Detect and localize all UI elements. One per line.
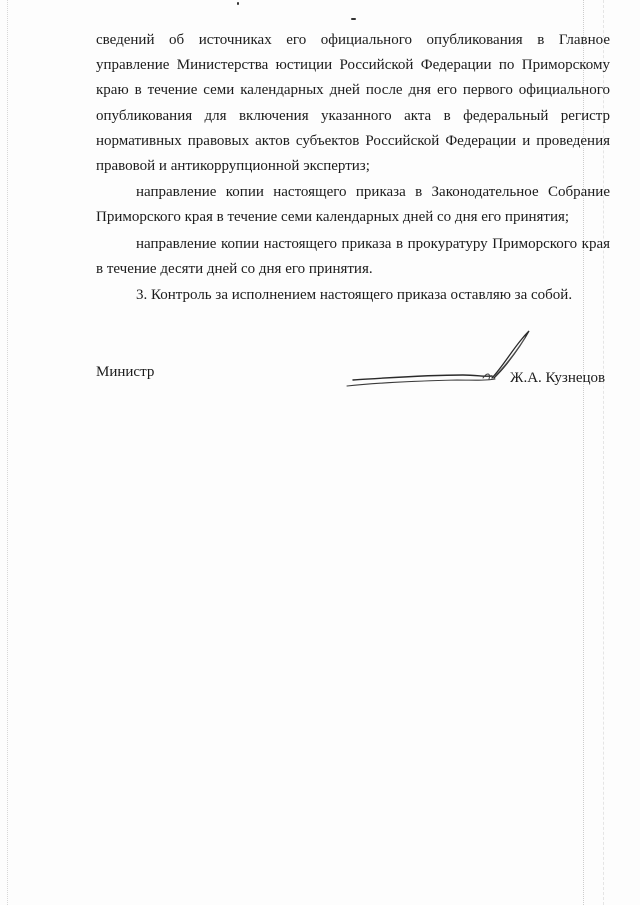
paragraph-continuation: сведений об источниках его официального опубликования в Главное управление Министерства юстиции Российской Федерации по Приморскому краю в течение семи календарных дней после дня его первого официального опубликования для включения указанного акта в федеральный регистр нормативных правовых актов субъектов Российской Федерации и проведения правовой и антикоррупционной экспертиз; [96, 32, 610, 175]
document-body [96, 28, 610, 308]
scan-speck [351, 18, 356, 20]
signer-name: Ж.А. Кузнецов [510, 370, 606, 386]
paragraph-prosecutor: направление копии настоящего приказа в прокуратуру Приморского края в течение десяти дней со дня его принятия. [96, 235, 610, 277]
paragraph-control: 3. Контроль за исполнением настоящего приказа оставляю за собой. [136, 287, 573, 304]
scan-artifact-left [7, 0, 8, 905]
signature-position-label: Министр [96, 364, 155, 380]
handwritten-signature [345, 326, 535, 392]
paragraph-legislative-assembly: направление копии настоящего приказа в Законодательное Собрание Приморского края в течение семи календарных дней со дня его принятия; [96, 184, 610, 226]
scan-speck [237, 2, 239, 5]
